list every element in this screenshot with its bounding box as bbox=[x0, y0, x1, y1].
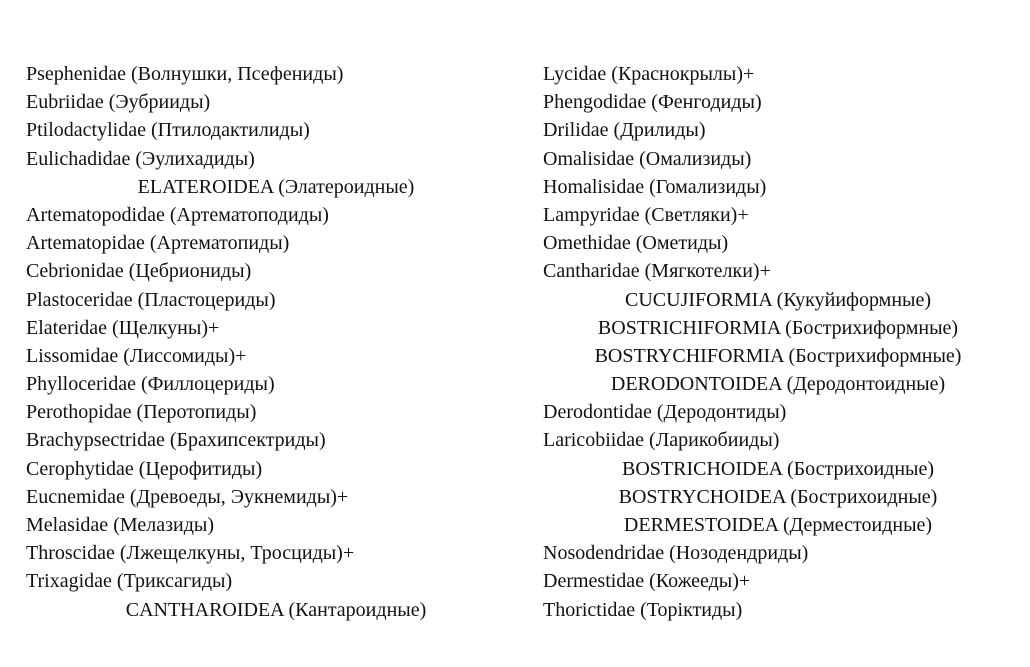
taxon-family-entry: Brachypsectridae (Брахипсектриды) bbox=[26, 429, 326, 452]
taxon-superfamily-heading: CUCUJIFORMIA (Кукуйиформные) bbox=[624, 288, 932, 311]
taxon-superfamily-heading: CANTHAROIDEA (Кантароидные) bbox=[125, 598, 427, 621]
taxon-family-entry: Phengodidae (Фенгодиды) bbox=[543, 91, 762, 114]
taxon-family-entry: Cebrionidae (Цебриониды) bbox=[26, 260, 252, 283]
taxon-superfamily-heading: BOSTRICHOIDEA (Бострихоидные) bbox=[621, 457, 934, 480]
taxon-family-entry: Psephenidae (Волнушки, Псефениды) bbox=[26, 63, 344, 85]
taxon-family-entry: Dermestidae (Кожееды)+ bbox=[543, 570, 751, 593]
taxon-family-entry: Phylloceridae (Филлоцериды) bbox=[26, 373, 275, 396]
taxon-family-entry: Derodontidae (Деродонтиды) bbox=[543, 401, 787, 424]
taxon-family-entry: Eulichadidae (Эулихадиды) bbox=[26, 147, 255, 170]
taxon-superfamily-heading: BOSTRYCHOIDEA (Бострихоидные) bbox=[618, 485, 938, 508]
taxon-family-entry: Perothopidae (Перотопиды) bbox=[26, 401, 257, 424]
taxon-family-entry: Lissomidae (Лиссомиды)+ bbox=[26, 344, 247, 367]
taxon-family-entry: Cerophytidae (Церофитиды) bbox=[26, 457, 263, 480]
taxon-family-entry: Lampyridae (Светляки)+ bbox=[543, 203, 749, 226]
taxon-family-entry: Eucnemidae (Древоеды, Эукнемиды)+ bbox=[26, 485, 349, 508]
taxon-family-entry: Elateridae (Щелкуны)+ bbox=[26, 316, 220, 339]
taxon-family-entry: Omethidae (Ометиды) bbox=[543, 232, 729, 255]
taxon-family-entry: Eubriidae (Эубрииды) bbox=[26, 91, 211, 114]
taxon-superfamily-heading: BOSTRYCHIFORMIA (Бострихиформные) bbox=[594, 344, 962, 367]
taxon-family-entry: Drilidae (Дрилиды) bbox=[543, 119, 706, 142]
left-column bbox=[26, 60, 506, 624]
taxon-family-entry: Laricobiidae (Ларикобииды) bbox=[543, 429, 780, 452]
taxon-family-entry: Throscidae (Лжещелкуны, Тросциды)+ bbox=[26, 542, 355, 565]
taxon-superfamily-heading: BOSTRICHIFORMIA (Бострихиформные) bbox=[597, 316, 959, 339]
taxon-family-entry: Nosodendridae (Нозодендриды) bbox=[543, 542, 809, 565]
taxon-family-entry: Omalisidae (Омализиды) bbox=[543, 147, 752, 170]
taxon-family-entry: Artematopodidae (Артематоподиды) bbox=[26, 203, 329, 226]
taxon-family-entry: Thorictidae (Торіктиды) bbox=[543, 598, 743, 621]
taxon-superfamily-heading: DERMESTOIDEA (Дерместоидные) bbox=[623, 514, 933, 536]
taxon-superfamily-heading: ELATEROIDEA (Элатероидные) bbox=[137, 175, 415, 198]
taxon-family-entry: Homalisidae (Гомализиды) bbox=[543, 175, 767, 198]
taxon-family-entry: Plastoceridae (Пластоцериды) bbox=[26, 288, 276, 311]
taxon-family-entry: Cantharidae (Мягкотелки)+ bbox=[543, 260, 771, 283]
taxon-family-entry: Trixagidae (Триксагиды) bbox=[26, 570, 233, 593]
taxon-family-entry: Lycidae (Краснокрылы)+ bbox=[543, 63, 755, 85]
right-column bbox=[543, 60, 1023, 624]
taxon-family-entry: Artematopidae (Артематопиды) bbox=[26, 232, 290, 255]
taxon-family-entry: Ptilodactylidae (Птилодактилиды) bbox=[26, 119, 310, 142]
taxon-family-entry: Melasidae (Мелазиды) bbox=[26, 514, 214, 536]
taxon-superfamily-heading: DERODONTOIDEA (Дeродонтоидные) bbox=[610, 373, 946, 396]
